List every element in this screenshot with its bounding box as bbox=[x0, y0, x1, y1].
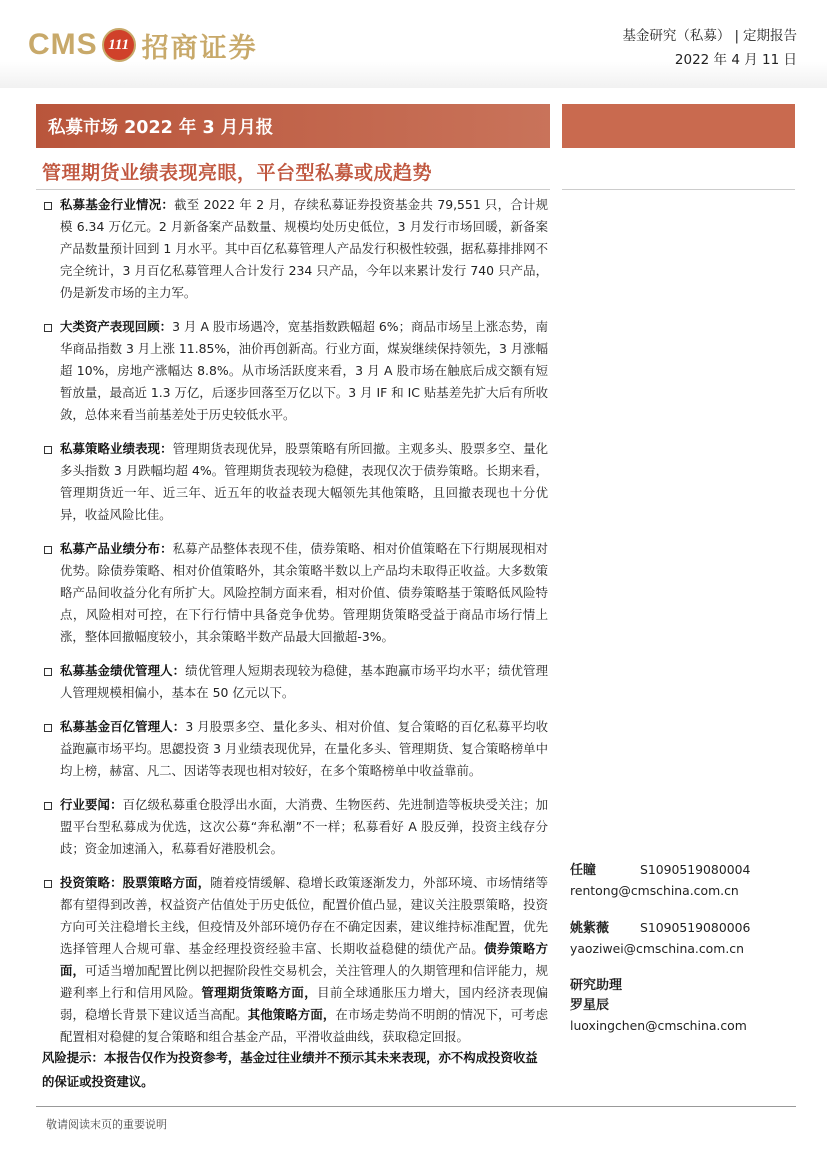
analyst-name: 任瞳 bbox=[570, 863, 597, 878]
report-date: 2022 年 4 月 11 日 bbox=[674, 52, 797, 68]
other-strategy-label: 其他策略方面， bbox=[247, 1007, 336, 1022]
bullet-industry bbox=[42, 194, 548, 304]
analyst-card-1 bbox=[570, 860, 751, 901]
research-assistant-card bbox=[570, 976, 747, 1036]
analyst-name: 姚紫薇 bbox=[570, 921, 610, 936]
analyst-email: yaoziwei@cmschina.com.cn bbox=[570, 941, 744, 956]
bond-strategy-label: 债券策略方面， bbox=[60, 941, 549, 978]
bullet-label: 投资策略： bbox=[60, 875, 123, 890]
bullet-label: 大类资产表现回顾： bbox=[60, 319, 173, 334]
logo-cms-text: CMS bbox=[28, 28, 98, 61]
report-category: 基金研究（私募） bbox=[622, 28, 731, 44]
summary-section bbox=[42, 194, 548, 1060]
title-divider bbox=[36, 189, 550, 190]
analyst-cert: S1090519080004 bbox=[640, 862, 751, 877]
bullet-text: 截至 2022 年 2 月，存续私募证券投资基金共 79,551 只，合计规模 6.34 万亿元。2 月新备案产品数量、规模均处历史低位，3 月发行市场回暖，新备案产品数量预计回到 1 月水平。其中百亿私募管理人产品发行积极性较强，据私募排排网不完全统计，3 月百亿私募管理人合计发行 234 只产品，今年以来累计发行 740 只产品，仍是新发市场的主力军。 bbox=[60, 197, 549, 300]
checkbox-bullet-icon bbox=[44, 880, 52, 888]
risk-warning: 风险提示：本报告仅作为投资参考，基金过往业绩并不预示其未来表现，亦不构成投资收益的保证或投资建议。 bbox=[42, 1050, 538, 1089]
checkbox-bullet-icon bbox=[44, 802, 52, 810]
report-meta bbox=[622, 24, 797, 72]
bullet-investment-strategy bbox=[42, 872, 548, 1048]
checkbox-bullet-icon bbox=[44, 324, 52, 332]
assistant-role: 研究助理 bbox=[570, 978, 623, 993]
bullet-strategy-performance bbox=[42, 438, 548, 526]
stock-strategy-text: 随着疫情缓解、稳增长政策逐渐发力，外部环境、市场情绪等都有望得到改善，权益资产估值处于历史低位，配置价值凸显，建议关注股票策略，投资方向可关注稳增长主线，但疫情及外部环境仍存在不确定因素，建议维持标准配置，优先选择管理人合规可靠、基金经理投资经验丰富、长期收益稳健的绩优产品。 bbox=[60, 875, 549, 956]
bullet-label: 私募基金行业情况： bbox=[60, 197, 175, 212]
bullet-label: 私募产品业绩分布： bbox=[60, 541, 173, 556]
report-type: 定期报告 bbox=[743, 28, 797, 44]
other-strategy-text: 在市场走势尚不明朗的情况下，可考虑配置相对稳健的复合策略和组合基金产品，平滑收益曲线，获取稳定回报。 bbox=[60, 1007, 549, 1044]
bullet-text: 百亿级私募重仓股浮出水面，大消费、生物医药、先进制造等板块受关注；加盟平台型私募成为优选，这次公募“奔私潮”不一样；私募看好 A 股反弹，投资主线存分歧；资金加速涌入，私募看好港股机会。 bbox=[60, 797, 549, 856]
assistant-name: 罗星辰 bbox=[570, 998, 610, 1013]
bullet-text: 3 月股票多空、量化多头、相对价值、复合策略的百亿私募平均收益跑赢市场平均。思勰投资 3 月业绩表现优异，在量化多头、管理期货、复合策略榜单中均上榜，赫富、凡二、因诺等表现也相对较好，在多个策略榜单中收益靠前。 bbox=[60, 719, 548, 778]
analyst-cert: S1090519080006 bbox=[640, 920, 751, 935]
assistant-email: luoxingchen@cmschina.com bbox=[570, 1018, 747, 1033]
bullet-billion-managers bbox=[42, 716, 548, 782]
bullet-label: 私募基金绩优管理人： bbox=[60, 663, 186, 678]
checkbox-bullet-icon bbox=[44, 546, 52, 554]
bullet-text: 绩优管理人短期表现较为稳健，基本跑赢市场平均水平；绩优管理人管理规模相偏小，基本在 50 亿元以下。 bbox=[60, 663, 549, 700]
bullet-asset-review bbox=[42, 316, 548, 426]
bullet-industry-news bbox=[42, 794, 548, 860]
footer-divider bbox=[36, 1106, 796, 1107]
futures-strategy-label: 管理期货策略方面， bbox=[201, 985, 318, 1000]
bullet-label: 私募策略业绩表现： bbox=[60, 441, 173, 456]
checkbox-bullet-icon bbox=[44, 724, 52, 732]
logo-emblem-icon: 111 bbox=[102, 28, 136, 62]
futures-strategy-text: 目前全球通胀压力增大，国内经济表现偏弱，稳增长背景下建议适当高配。 bbox=[60, 985, 549, 1022]
company-logo bbox=[28, 22, 258, 68]
bullet-text: 3 月 A 股市场遇冷，宽基指数跌幅超 6%；商品市场呈上涨态势，南华商品指数 3 月上涨 11.85%，油价再创新高。行业方面，煤炭继续保持领先，3 月涨幅超 10%，房地产涨幅达 8.8%。从市场活跃度来看，3 月 A 股市场在触底后成交额有短暂放量，最高近 1.3 万亿，后逐步回落至万亿以下。3 月 IF 和 IC 贴基差先扩大后有所收敛，总体来看当前基差处于历史较低水平。 bbox=[60, 319, 548, 422]
checkbox-bullet-icon bbox=[44, 446, 52, 454]
bond-strategy-text: 可适当增加配置比例以把握阶段性交易机会，关注管理人的久期管理和信评能力，规避利率上行和信用风险。 bbox=[60, 963, 549, 1000]
analyst-card-2 bbox=[570, 918, 751, 959]
meta-separator: | bbox=[734, 28, 739, 44]
checkbox-bullet-icon bbox=[44, 202, 52, 210]
analyst-email: rentong@cmschina.com.cn bbox=[570, 883, 739, 898]
logo-chinese-text: 招商证券 bbox=[141, 32, 258, 64]
report-title-bar bbox=[36, 104, 550, 148]
footer-note: 敬请阅读末页的重要说明 bbox=[46, 1118, 167, 1131]
checkbox-bullet-icon bbox=[44, 668, 52, 676]
bullet-text: 管理期货表现优异，股票策略有所回撤。主观多头、股票多空、量化多头指数 3 月跌幅均超 4%。管理期货表现较为稳健，表现仅次于债券策略。长期来看，管理期货近一年、近三年、近五年的收益表现大幅领先其他策略，且回撤表现也十分优异，收益风险比佳。 bbox=[60, 441, 549, 522]
bullet-label: 行业要闻： bbox=[60, 797, 123, 812]
report-title: 私募市场 2022 年 3 月月报 bbox=[48, 117, 274, 138]
bullet-product-distribution bbox=[42, 538, 548, 648]
sidebar-divider bbox=[562, 189, 795, 190]
bullet-top-managers bbox=[42, 660, 548, 704]
report-subtitle: 管理期货业绩表现亮眼，平台型私募或成趋势 bbox=[42, 162, 433, 184]
stock-strategy-label: 股票策略方面， bbox=[122, 875, 211, 890]
bullet-label: 私募基金百亿管理人： bbox=[60, 719, 186, 734]
sidebar-color-bar bbox=[562, 104, 795, 148]
bullet-text: 私募产品整体表现不佳，债券策略、相对价值策略在下行期展现相对优势。除债券策略、相对价值策略外，其余策略半数以上产品均未取得正收益。大多数策略产品间收益分化有所扩大。风险控制方面来看，相对价值、债券策略基于策略低风险特点，风险相对可控，在下行行情中具备竞争优势。管理期货策略受益于商品市场行情上涨，整体回撤幅度较小，其余策略半数产品最大回撤超-3%。 bbox=[60, 541, 549, 644]
